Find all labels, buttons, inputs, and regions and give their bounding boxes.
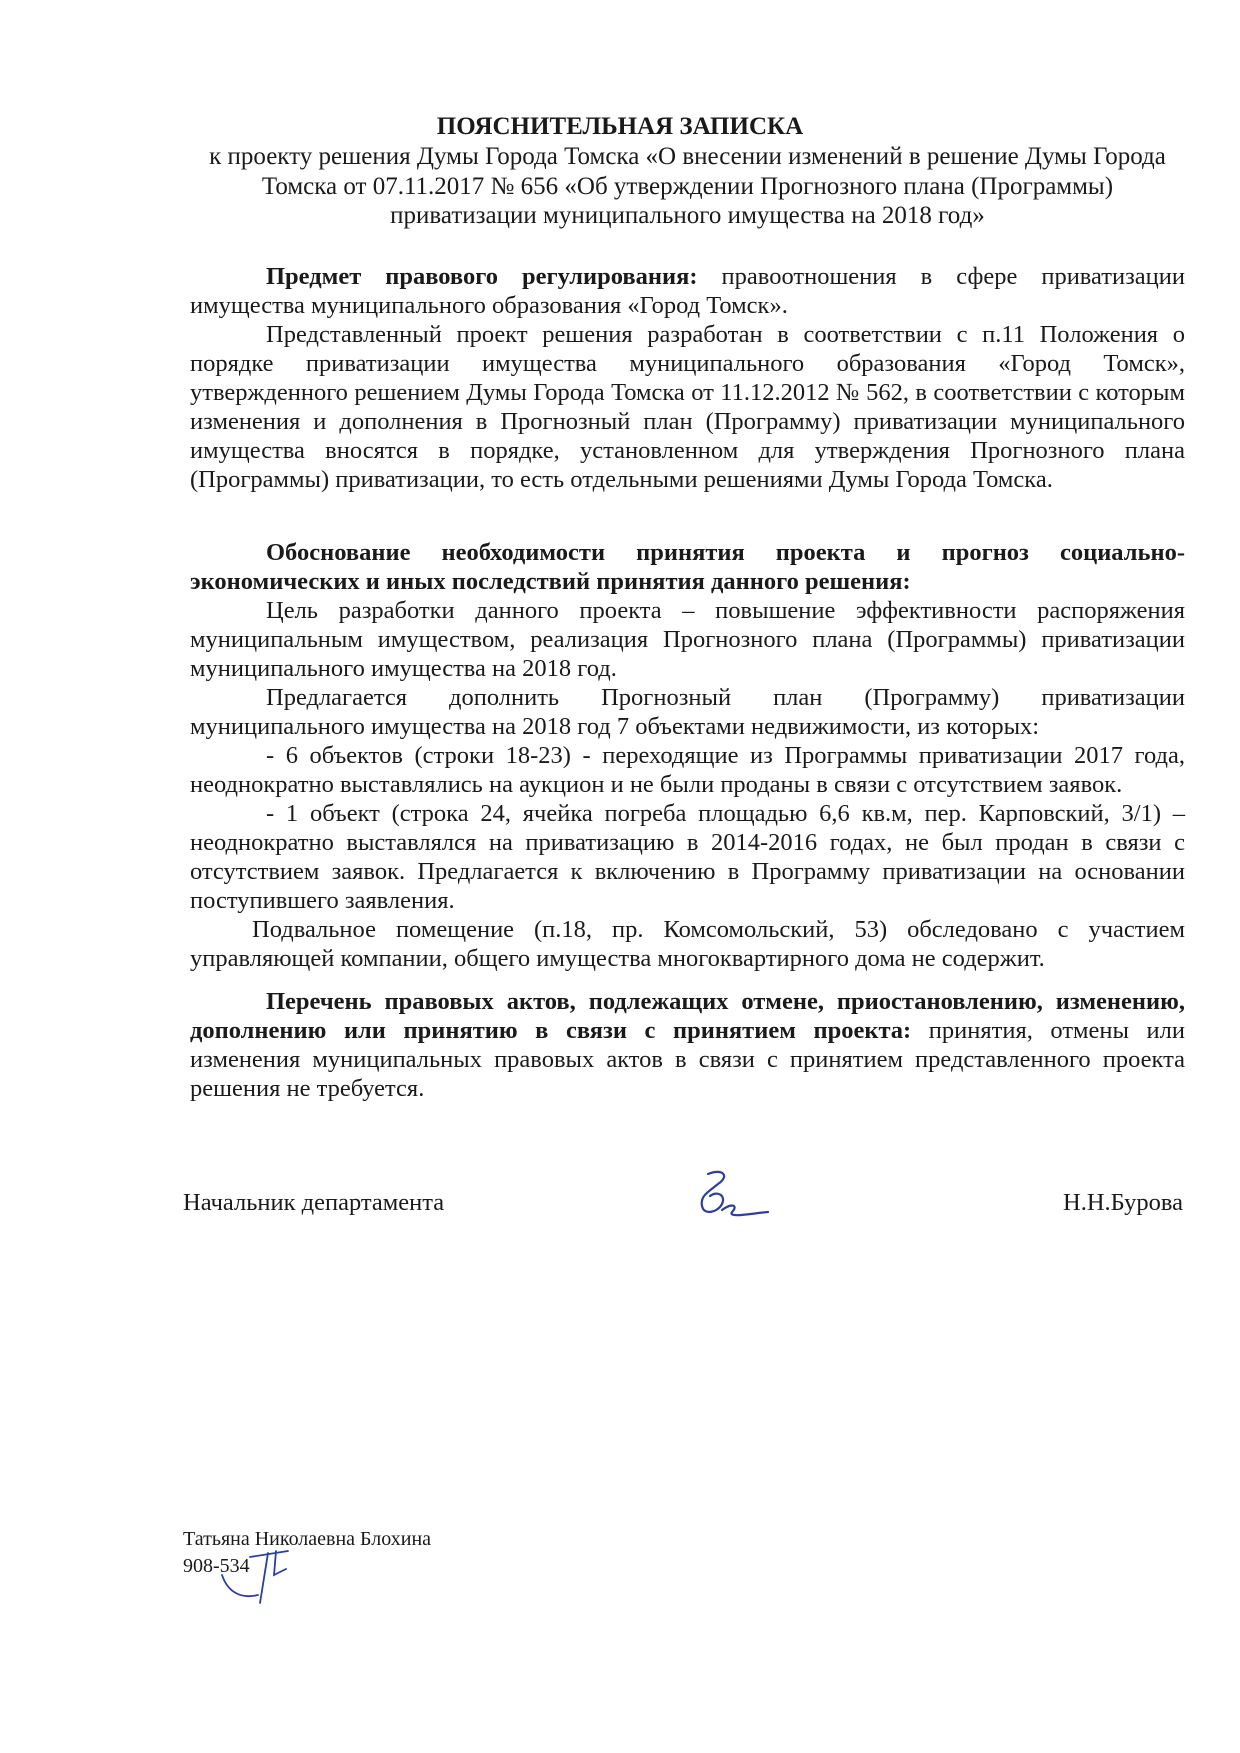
paragraph: Представленный проект решения разработан в соответствии с п.11 Положения о порядке приватизации имущества муниципального образования «Город Томск», утвержденного решением Думы Города Томска от 11.12.2012 № 562, в соответствии с которым изменения и дополнения в Прогнозный план (Программу) приватизации муниципального имущества вносятся в порядке, установленном для утверждения Прогнозного плана (Программы) приватизации, то есть отдельными решениями Думы Города Томска.: [190, 321, 1185, 493]
document-title: ПОЯСНИТЕЛЬНАЯ ЗАПИСКА: [436, 113, 804, 140]
section-justification: [190, 538, 1185, 973]
section-heading: [190, 538, 1185, 596]
section-subject-of-regulation: [190, 262, 1185, 494]
signer-position: Начальник департамента: [183, 1189, 445, 1216]
handwritten-signature-icon: [688, 1166, 778, 1226]
initials-mark-icon: [220, 1545, 300, 1605]
paragraph: [190, 987, 1185, 1103]
list-item: - 1 объект (строка 24, ячейка погреба площадью 6,6 кв.м, пер. Карповский, 3/1) – неоднократно выставлялся на приватизацию в 2014-2016 годах, не был продан в связи с отсутствием заявок. Предлагается к включению в Программу приватизации на основании поступившего заявления.: [190, 800, 1185, 914]
paragraph: [190, 262, 1185, 320]
paragraph: Предлагается дополнить Прогнозный план (Программу) приватизации муниципального имущества на 2018 год 7 объектами недвижимости, из которых:: [190, 684, 1185, 740]
paragraph-text: принятия, отмены или изменения муниципальных правовых актов в связи с принятием представленного проекта решения не требуется.: [190, 1017, 1185, 1102]
document-subtitle: к проекту решения Думы Города Томска «О внесении изменений в решение Думы Города Томска от 07.11.2017 № 656 «Об утверждении Прогнозного плана (Программы) приватизации муниципального имущества на 2018 год»: [209, 143, 1166, 229]
section-heading: Перечень правовых актов, подлежащих отмене, приостановлению, изменению, дополнению или принятию в связи с принятием проекта:: [190, 988, 1185, 1044]
executor-phone: 908-534: [183, 1555, 250, 1577]
executor-name: Татьяна Николаевна Блохина: [183, 1528, 432, 1550]
paragraph-text: правоотношения в сфере приватизации имущества муниципального образования «Город Томск».: [190, 263, 1185, 319]
signer-name: Н.Н.Бурова: [1063, 1189, 1183, 1216]
list-item: - 6 объектов (строки 18-23) - переходящие из Программы приватизации 2017 года, неоднократно выставлялись на аукцион и не были проданы в связи с отсутствием заявок.: [190, 742, 1185, 798]
paragraph: Подвальное помещение (п.18, пр. Комсомольский, 53) обследовано с участием управляющей компании, общего имущества многоквартирного дома не содержит.: [190, 916, 1185, 972]
section-heading-text: Обоснование необходимости принятия проекта и прогноз социально-экономических и иных последствий принятия данного решения:: [190, 539, 1185, 595]
paragraph: Цель разработки данного проекта – повышение эффективности распоряжения муниципальным имуществом, реализация Прогнозного плана (Программы) приватизации муниципального имущества на 2018 год.: [190, 597, 1185, 682]
section-heading: Предмет правового регулирования:: [266, 263, 698, 290]
section-legal-acts: [190, 987, 1185, 1103]
